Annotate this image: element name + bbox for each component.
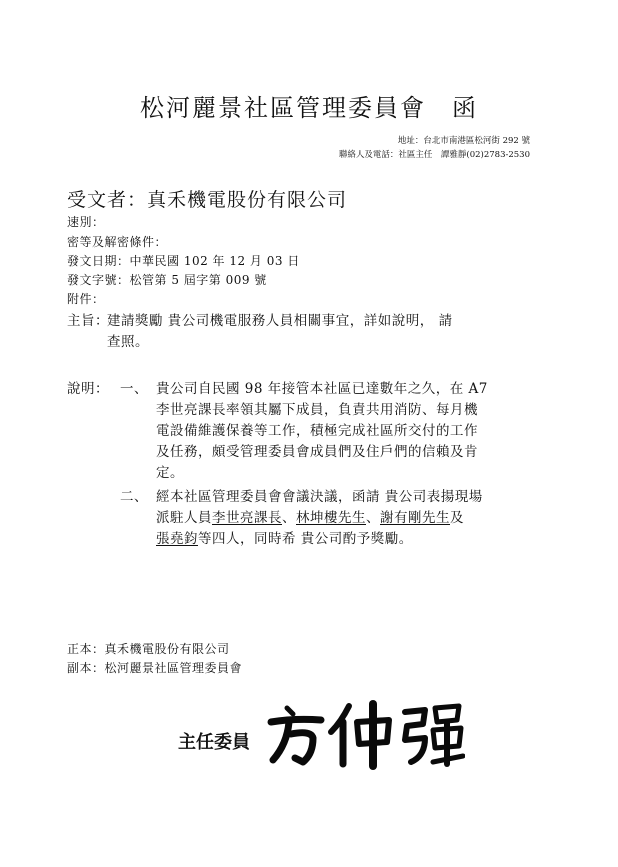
letter-title: 松河麗景社區管理委員會 函 xyxy=(140,94,478,122)
item-line: 經本社區管理委員會會議決議，函請 貴公司表揚現場 xyxy=(156,489,483,505)
item-line: 定。 xyxy=(156,465,184,481)
meta-issue-date: 發文日期：中華民國 102 年 12 月 03 日 xyxy=(67,254,300,268)
meta-confidentiality: 密等及解密條件： xyxy=(67,235,168,249)
item-number: 二、 xyxy=(120,489,148,505)
cc-original: 正本：真禾機電股份有限公司 xyxy=(67,642,230,656)
item-body xyxy=(156,377,576,482)
subject-line: 查照。 xyxy=(107,334,149,350)
meta-reference-number: 發文字號：松管第 5 屆字第 009 號 xyxy=(67,273,267,287)
item-line: 電設備維護保養等工作，積極完成社區所交付的工作 xyxy=(156,423,478,439)
separator: 、 xyxy=(366,510,380,526)
sender-address: 地址：台北市南港區松河街 292 號 xyxy=(397,136,530,146)
item-text: 及 xyxy=(450,510,464,526)
signature-title: 主任委員 xyxy=(178,732,250,753)
item-body xyxy=(156,485,576,548)
item-number: 一、 xyxy=(120,381,148,397)
cc-copy: 副本：松河麗景社區管理委員會 xyxy=(67,661,243,675)
recipient: 受文者：真禾機電股份有限公司 xyxy=(67,189,348,211)
explanation-label: 說明： xyxy=(67,381,109,397)
subject-line: 建請獎勵 貴公司機電服務人員相關事宜，詳如說明， 請 xyxy=(107,313,453,329)
item-line xyxy=(156,506,576,527)
item-text: 派駐人員 xyxy=(156,510,212,526)
staff-name-lin: 林坤樓先生 xyxy=(296,510,366,526)
sender-contact: 聯絡人及電話：社區主任 譚雅靜(02)2783-2530 xyxy=(338,150,530,160)
meta-speed: 速別： xyxy=(67,215,105,229)
subject-label: 主旨： xyxy=(67,313,109,329)
item-line: 李世亮課長率領其屬下成員，負責共用消防、每月機 xyxy=(156,402,478,418)
separator: 、 xyxy=(282,510,296,526)
staff-name-xie: 謝有剛先生 xyxy=(380,510,450,526)
item-line xyxy=(156,527,576,548)
staff-name-zhang: 張堯鈞 xyxy=(156,531,198,547)
signature-stamp xyxy=(265,700,465,770)
item-text: 等四人，同時希 貴公司酌予獎勵。 xyxy=(198,531,413,547)
subject-body xyxy=(107,311,547,353)
staff-name-li: 李世亮課長 xyxy=(212,510,282,526)
item-line: 及任務，頗受管理委員會成員們及住戶們的信賴及肯 xyxy=(156,444,478,460)
item-line: 貴公司自民國 98 年接管本社區已達數年之久，在 A7 xyxy=(156,381,488,397)
meta-attachment: 附件： xyxy=(67,292,105,306)
